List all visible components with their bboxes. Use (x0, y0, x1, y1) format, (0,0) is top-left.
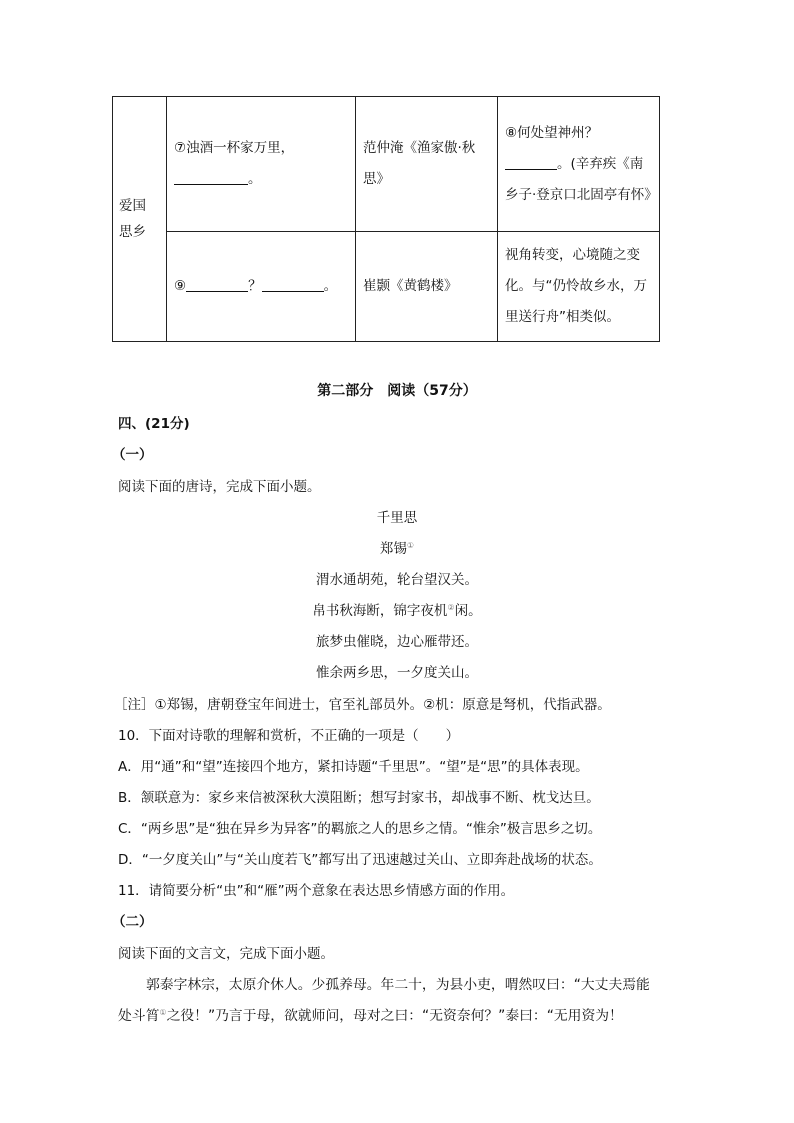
source-cell: 崔颢《黄鹤楼》 (356, 232, 498, 342)
verse-punct: ？ (248, 278, 262, 294)
poem-line: 渭水通胡苑，轮台望汉关。 (316, 572, 478, 588)
option-a: A．用“通”和“望”连接四个地方，紧扣诗题“千里思”。“望”是“思”的具体表现。 (118, 759, 589, 775)
annotation: ［注］①郑锡，唐朝登宝年间进士，官至礼部员外。②机：原意是弩机，代指武器。 (114, 697, 611, 713)
poem-line: 旅梦虫催晓，边心雁带还。 (316, 634, 478, 650)
instruction-text: 阅读下面的唐诗，完成下面小题。 (118, 479, 321, 495)
theme-table (112, 96, 660, 342)
passage-line (118, 1004, 623, 1024)
poem-line-text: 闲。 (454, 603, 482, 619)
footnote-marker: ① (159, 1008, 167, 1017)
table-row (113, 97, 660, 232)
content-cell (167, 97, 356, 232)
theme-cell: 爱国思乡 (113, 97, 167, 342)
verse-prompt: ⑦浊酒一杯家万里， (174, 140, 295, 156)
poem-line (0, 599, 794, 619)
part-title: 第二部分 阅读（57分） (317, 383, 477, 399)
poem-line: 惟余两乡思，一夕度关山。 (316, 665, 478, 681)
note-cell: 视角转变，心境随之变化。与“仍怜故乡水，万里送行舟”相类似。 (498, 232, 660, 342)
passage-line: 郭泰字林宗，太原介休人。少孤养母。年二十，为县小吏，喟然叹曰：“大丈夫焉能 (146, 977, 650, 993)
footnote-marker: ② (447, 603, 455, 612)
author-name: 郑锡 (379, 541, 407, 557)
note-source: 。(辛弃疾《南乡子·登京口北固亭有怀》 (505, 155, 658, 203)
option-d: D．“一夕度关山”与“关山度若飞”都写出了迅速越过关山、立即奔赴战场的状态。 (118, 852, 602, 868)
answer-blank[interactable] (174, 169, 248, 185)
content-cell (167, 232, 356, 342)
item-number: ⑨ (174, 278, 187, 294)
note-cell (498, 97, 660, 232)
verse-prompt: ⑧何处望神州？ (505, 124, 599, 141)
poem-line-text: 帛书秋海断，锦字夜机 (312, 603, 448, 619)
instruction-text: 阅读下面的文言文，完成下面小题。 (118, 946, 334, 962)
passage-text: 之役！”乃言于母，欲就师问，母对之曰：“无资奈何？”泰曰：“无用资为！ (166, 1008, 623, 1024)
answer-blank[interactable] (505, 154, 557, 170)
section-heading: 四、(21分) (118, 416, 190, 432)
subsection-heading: （二） (112, 914, 153, 930)
footnote-marker: ① (406, 541, 415, 550)
poem-title: 千里思 (376, 510, 418, 526)
answer-blank[interactable] (186, 276, 248, 292)
passage-text: 处斗筲 (118, 1008, 160, 1024)
option-c: C．“两乡思”是“独在异乡为异客”的羁旅之人的思乡之情。“惟余”极言思乡之切。 (118, 821, 602, 837)
question-11: 11．请简要分析“虫”和“雁”两个意象在表达思乡情感方面的作用。 (118, 883, 515, 899)
table-row (113, 232, 660, 342)
answer-blank[interactable] (262, 276, 324, 292)
verse-punct: 。 (323, 278, 338, 294)
poem-author (0, 537, 794, 557)
option-b: B．颔联意为：家乡来信被深秋大漠阻断；想写封家书，却战事不断、枕戈达旦。 (118, 790, 600, 806)
verse-punct: 。 (248, 171, 262, 187)
subsection-heading: （一） (112, 447, 153, 463)
question-10: 10．下面对诗歌的理解和赏析，不正确的一项是（ ） (118, 728, 460, 744)
source-cell: 范仲淹《渔家傲·秋思》 (356, 97, 498, 232)
